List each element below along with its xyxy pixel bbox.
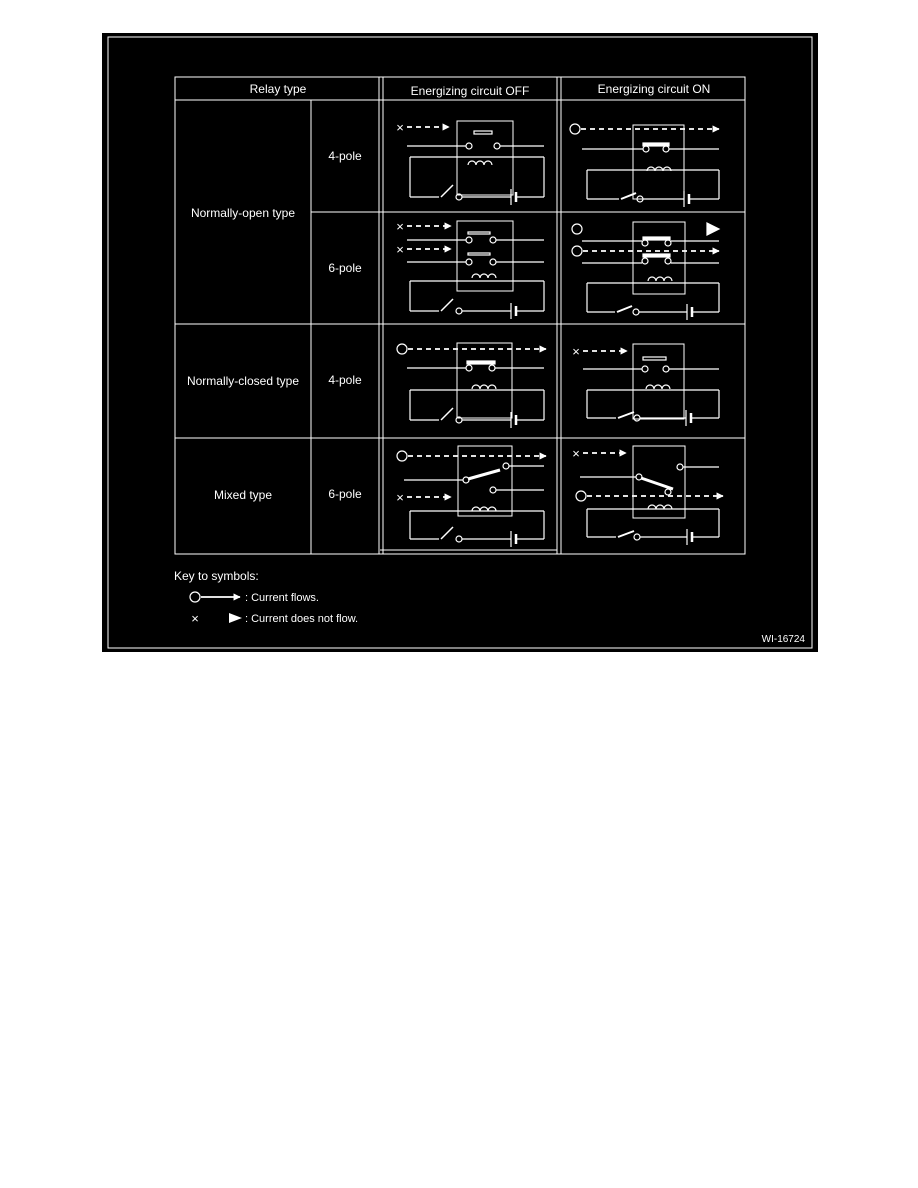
circuit-no6-off bbox=[396, 219, 544, 319]
cross-icon: × bbox=[191, 611, 199, 626]
circuit-no6-on bbox=[572, 222, 719, 320]
relay-diagram bbox=[102, 33, 818, 652]
row-label-normally-open: Normally-open type bbox=[190, 206, 296, 220]
pole-label-no-4: 4-pole bbox=[328, 149, 362, 163]
key-flows-label: : Current flows. bbox=[245, 592, 319, 604]
pole-label-mixed-6: 6-pole bbox=[328, 487, 362, 501]
row-label-normally-closed: Normally-closed type bbox=[186, 374, 300, 388]
table-grid bbox=[175, 77, 745, 554]
relay-diagram-panel bbox=[102, 33, 818, 652]
cross-icon: × bbox=[572, 344, 580, 359]
circuit-nc4-off bbox=[397, 343, 546, 428]
circuit-no4-off bbox=[396, 120, 544, 205]
circle-icon bbox=[572, 224, 582, 234]
cross-icon: × bbox=[396, 490, 404, 505]
arrow-head-icon bbox=[229, 613, 242, 623]
header-energizing-off: Energizing circuit OFF bbox=[410, 84, 530, 98]
circuit-no4-on bbox=[570, 124, 719, 207]
key-flow-symbol bbox=[190, 592, 240, 602]
row-label-mixed: Mixed type bbox=[213, 488, 273, 502]
cross-icon: × bbox=[572, 446, 580, 461]
header-relay-type: Relay type bbox=[249, 82, 307, 96]
circle-icon bbox=[397, 451, 407, 461]
circle-icon bbox=[576, 491, 586, 501]
circuit-nc4-on bbox=[572, 344, 719, 426]
circle-icon bbox=[572, 246, 582, 256]
circle-icon bbox=[570, 124, 580, 134]
key-no-flow-label: : Current does not flow. bbox=[245, 613, 359, 625]
cross-icon: × bbox=[396, 219, 404, 234]
key-title: Key to symbols: bbox=[174, 569, 259, 583]
header-energizing-on: Energizing circuit ON bbox=[597, 82, 711, 96]
circuit-mixed-on bbox=[572, 446, 723, 545]
cross-icon: × bbox=[396, 120, 404, 135]
pole-label-nc-4: 4-pole bbox=[328, 373, 362, 387]
circle-icon bbox=[397, 344, 407, 354]
circle-icon bbox=[190, 592, 200, 602]
cross-icon: × bbox=[396, 242, 404, 257]
pole-label-no-6: 6-pole bbox=[328, 261, 362, 275]
circuit-mixed-off bbox=[396, 446, 546, 547]
figure-id: WI-16724 bbox=[761, 634, 805, 645]
